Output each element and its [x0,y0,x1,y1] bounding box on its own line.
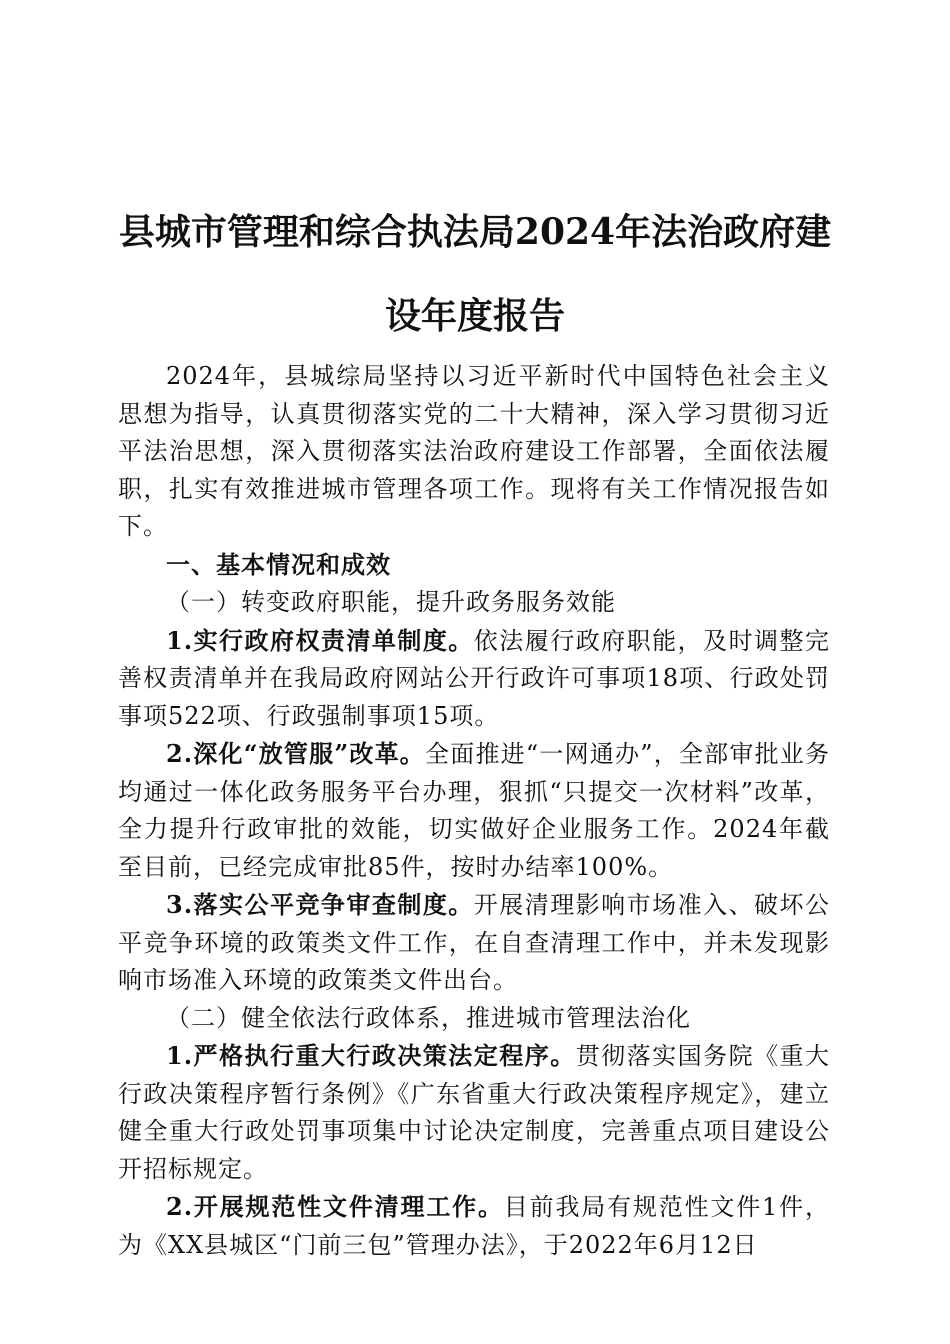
subsection-heading-1: （一）转变政府职能，提升政务服务效能 [166,588,616,616]
paragraph-item [118,622,830,736]
item-title: 2.开展规范性文件清理工作。 [166,1192,504,1221]
paragraph-item [118,886,830,1000]
item-title: 1.实行政府权责清单制度。 [166,625,474,655]
document-title [100,190,850,358]
section-heading-1: 一、基本情况和成效 [166,549,391,579]
intro-paragraph: 2024年，县城综局坚持以习近平新时代中国特色社会主义思想为指导，认真贯彻落实党的二十大精神，深入学习贯彻习近平法治思想，深入贯彻落实法治政府建设工作部署，全面依法履职，扎实有效推进城市管理各项工作。现将有关工作情况报告如下。 [118,362,830,540]
paragraph-item [118,735,830,886]
item-text: 目前我局有规范性文件1件，为《XX县城区“门前三包”管理办法》，于2022年6月12日 [118,1193,830,1259]
subsection-heading-2: （二）健全依法行政体系，推进城市管理法治化 [166,1003,691,1032]
title-line-1: 县城市管理和综合执法局2024年法治政府建 [118,211,832,253]
paragraph-item [118,1188,830,1264]
item-text: 全面推进“一网通办”，全部审批业务均通过一体化政务服务平台办理，狠抓“只提交一次材料”改革，全力提升行政审批的效能，切实做好企业服务工作。2024年截至目前，已经完成审批85件，按时办结率100%。 [118,740,830,881]
item-text: 依法履行政府职能，及时调整完善权责清单并在我局政府网站公开行政许可事项18项、行政处罚事项522项、行政强制事项15项。 [118,626,831,730]
title-line-2: 设年度报告 [384,295,565,337]
paragraph-item [118,1037,830,1188]
item-title: 1.严格执行重大行政决策法定程序。 [166,1041,576,1070]
document-body [118,358,830,1264]
item-text: 贯彻落实国务院《重大行政决策程序暂行条例》《广东省重大行政决策程序规定》，建立健全重大行政处罚事项集中讨论决定制度，完善重点项目建设公开招标规定。 [118,1042,830,1183]
item-text: 开展清理影响市场准入、破坏公平竞争环境的政策类文件工作，在自查清理工作中，并未发现影响市场准入环境的政策类文件出台。 [118,891,831,994]
item-title: 3.落实公平竞争审查制度。 [166,890,474,919]
item-title: 2.深化“放管服”改革。 [166,739,426,768]
